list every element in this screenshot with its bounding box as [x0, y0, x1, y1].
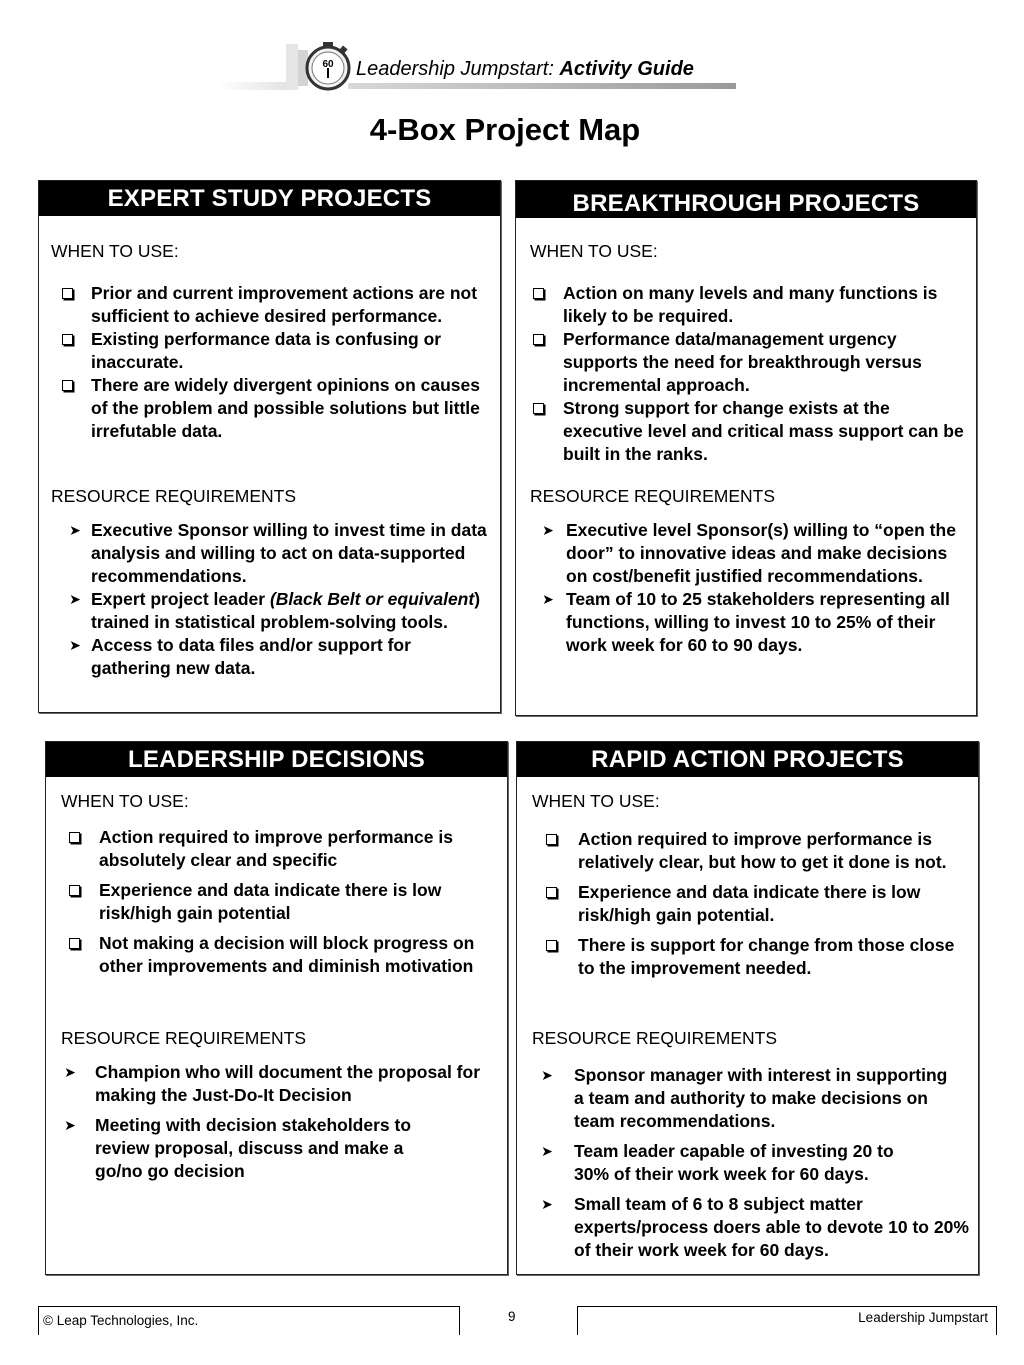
- arrow-bullet-icon: ➤: [542, 522, 554, 538]
- list-item: ➤ Sponsor manager with interest in supporting a team and authority to make decisions on team recommendations.: [537, 1064, 969, 1133]
- when-to-use-list: [528, 282, 968, 466]
- checkbox-bullet-icon: [541, 881, 561, 904]
- footer-page-number: 9: [508, 1309, 516, 1324]
- checkbox-bullet-icon: [64, 826, 84, 849]
- list-item: ➤ Team of 10 to 25 stakeholders representing all functions, willing to invest 10 to 25% of their work week for 60 to 90 days.: [538, 588, 970, 657]
- resource-requirements-list: [65, 519, 493, 680]
- arrow-bullet-icon: ➤: [64, 1064, 76, 1080]
- when-to-use-label: WHEN TO USE:: [51, 241, 179, 261]
- rapid-action-box: [516, 741, 979, 1275]
- breakthrough-heading: BREAKTHROUGH PROJECTS: [516, 181, 976, 218]
- arrow-bullet-icon: ➤: [69, 637, 81, 653]
- when-to-use-list: [57, 282, 487, 443]
- checkbox-bullet-icon: [541, 934, 561, 957]
- list-item: Existing performance data is confusing or inaccurate.: [57, 328, 487, 374]
- header-title: Leadership Jumpstart: Activity Guide: [356, 58, 694, 80]
- arrow-bullet-icon: ➤: [541, 1143, 553, 1159]
- list-item: ➤ Champion who will document the proposal for making the Just-Do-It Decision: [60, 1061, 498, 1107]
- list-item: Action required to improve performance is absolutely clear and specific: [64, 826, 494, 872]
- leadership-decisions-box: [45, 741, 508, 1275]
- checkbox-bullet-icon: [528, 328, 548, 351]
- when-to-use-label: WHEN TO USE:: [530, 241, 658, 261]
- when-to-use-list: [541, 828, 969, 980]
- list-item: Action on many levels and many functions is likely to be required.: [528, 282, 968, 328]
- resource-requirements-label: RESOURCE REQUIREMENTS: [51, 486, 297, 506]
- when-to-use-label: WHEN TO USE:: [532, 791, 660, 811]
- when-to-use-list: [64, 826, 494, 978]
- resource-requirements-list: [538, 519, 970, 657]
- footer-title-box: [577, 1306, 997, 1335]
- arrow-bullet-icon: ➤: [541, 1196, 553, 1212]
- list-item: There is support for change from those close to the improvement needed.: [541, 934, 969, 980]
- list-item: Action required to improve performance is relatively clear, but how to get it done is not.: [541, 828, 969, 874]
- list-item: ➤ Team leader capable of investing 20 to 30% of their work week for 60 days.: [537, 1140, 969, 1186]
- header-title-emphasis: Activity Guide: [559, 58, 694, 80]
- resource-requirements-list: [60, 1061, 498, 1183]
- arrow-bullet-icon: ➤: [542, 591, 554, 607]
- list-item: ➤ Meeting with decision stakeholders to review proposal, discuss and make a go/no go decision: [60, 1114, 498, 1183]
- checkbox-bullet-icon: [57, 374, 77, 397]
- checkbox-bullet-icon: [57, 328, 77, 351]
- list-item: Strong support for change exists at the executive level and critical mass support can be built in the ranks.: [528, 397, 968, 466]
- header-rule: [348, 83, 736, 89]
- checkbox-bullet-icon: [64, 932, 84, 955]
- footer-title: Leadership Jumpstart: [858, 1310, 988, 1325]
- checkbox-bullet-icon: [57, 282, 77, 305]
- checkbox-bullet-icon: [528, 282, 548, 305]
- checkbox-bullet-icon: [528, 397, 548, 420]
- checkbox-bullet-icon: [541, 828, 561, 851]
- resource-requirements-label: RESOURCE REQUIREMENTS: [530, 486, 776, 506]
- page-header: [278, 36, 738, 96]
- arrow-bullet-icon: ➤: [69, 522, 81, 538]
- list-item: ➤ Small team of 6 to 8 subject matter experts/process doers able to devote 10 to 20% of their work week for 60 days.: [537, 1193, 969, 1262]
- when-to-use-label: WHEN TO USE:: [61, 791, 189, 811]
- stopwatch-icon: [278, 40, 358, 94]
- list-item: ➤ Executive Sponsor willing to invest time in data analysis and willing to act on data-supported recommendations.: [65, 519, 493, 588]
- list-item: Prior and current improvement actions are not sufficient to achieve desired performance.: [57, 282, 487, 328]
- stopwatch-text: 60: [322, 59, 334, 70]
- list-item: ➤ Access to data files and/or support for gathering new data.: [65, 634, 493, 680]
- page-title: 4-Box Project Map: [369, 112, 641, 147]
- leadership-decisions-heading: LEADERSHIP DECISIONS: [46, 742, 507, 777]
- footer-copyright: © Leap Technologies, Inc.: [43, 1313, 199, 1328]
- list-item: There are widely divergent opinions on causes of the problem and possible solutions but little irrefutable data.: [57, 374, 487, 443]
- resource-requirements-label: RESOURCE REQUIREMENTS: [532, 1028, 778, 1048]
- resource-requirements-label: RESOURCE REQUIREMENTS: [61, 1028, 307, 1048]
- footer-copyright-box: [38, 1306, 460, 1335]
- list-item: ➤ Expert project leader (Black Belt or equivalent) trained in statistical problem-solving tools.: [65, 588, 493, 634]
- list-item: Not making a decision will block progress on other improvements and diminish motivation: [64, 932, 494, 978]
- rapid-action-heading: RAPID ACTION PROJECTS: [517, 742, 978, 777]
- resource-requirements-list: [537, 1064, 969, 1262]
- arrow-bullet-icon: ➤: [69, 591, 81, 607]
- checkbox-bullet-icon: [64, 879, 84, 902]
- list-item: Experience and data indicate there is low risk/high gain potential.: [541, 881, 969, 927]
- expert-study-heading: EXPERT STUDY PROJECTS: [39, 181, 500, 216]
- expert-study-box: [38, 180, 501, 713]
- arrow-bullet-icon: ➤: [541, 1067, 553, 1083]
- list-item: Performance data/management urgency supports the need for breakthrough versus incremental approach.: [528, 328, 968, 397]
- breakthrough-box: [515, 180, 977, 716]
- list-item: ➤ Executive level Sponsor(s) willing to “open the door” to innovative ideas and make decisions on cost/benefit justified recommendations.: [538, 519, 970, 588]
- arrow-bullet-icon: ➤: [64, 1117, 76, 1133]
- list-item: Experience and data indicate there is low risk/high gain potential: [64, 879, 494, 925]
